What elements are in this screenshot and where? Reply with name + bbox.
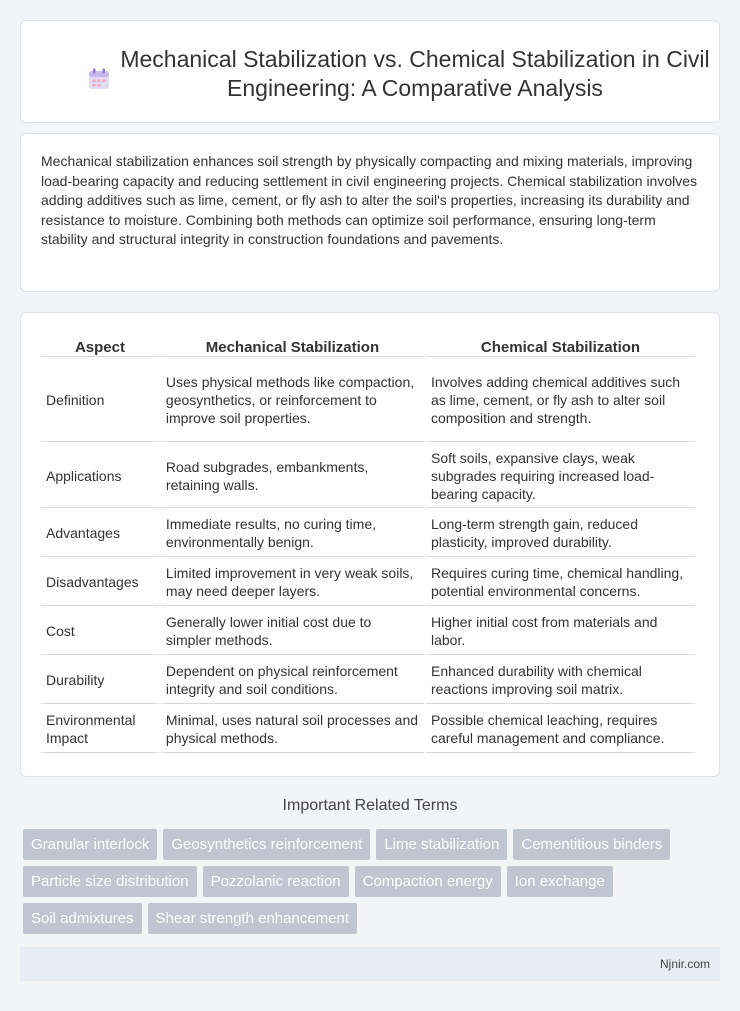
row-chemical: Long-term strength gain, reduced plasticity, improved durability.: [426, 510, 695, 557]
header-chemical: Chemical Stabilization: [426, 335, 695, 357]
related-term-tag[interactable]: Soil admixtures: [23, 903, 142, 934]
row-mechanical: Minimal, uses natural soil processes and physical methods.: [161, 706, 424, 753]
summary-card: [20, 133, 720, 292]
row-mechanical: Uses physical methods like compaction, geosynthetics, or reinforcement to improve soil properties.: [161, 359, 424, 442]
table-header-row: [41, 335, 695, 357]
row-chemical: Possible chemical leaching, requires careful management and compliance.: [426, 706, 695, 753]
related-terms-list: [23, 829, 723, 940]
table-row: [41, 559, 695, 606]
row-aspect: Environmental Impact: [41, 706, 159, 753]
row-aspect: Disadvantages: [41, 559, 159, 606]
row-aspect: Cost: [41, 608, 159, 655]
row-chemical: Requires curing time, chemical handling, potential environmental concerns.: [426, 559, 695, 606]
row-aspect: Advantages: [41, 510, 159, 557]
row-mechanical: Dependent on physical reinforcement integrity and soil conditions.: [161, 657, 424, 704]
related-term-tag[interactable]: Compaction energy: [355, 866, 501, 897]
comparison-table: [39, 333, 697, 755]
row-aspect: Durability: [41, 657, 159, 704]
table-row: [41, 608, 695, 655]
row-mechanical: Road subgrades, embankments, retaining walls.: [161, 444, 424, 508]
row-chemical: Higher initial cost from materials and labor.: [426, 608, 695, 655]
footer-site-link[interactable]: Njnir.com: [659, 957, 710, 971]
summary-text: Mechanical stabilization enhances soil strength by physically compacting and mixing materials, improving load-bearing capacity and reducing settlement in civil engineering projects. Chemical stabilization involves adding additives such as lime, cement, or fly ash to alter the soil's properties, increasing its durability and resistance to moisture. Combining both methods can optimize soil performance, ensuring long-term stability and structural integrity in construction foundations and pavements.: [41, 153, 698, 248]
row-chemical: Enhanced durability with chemical reactions improving soil matrix.: [426, 657, 695, 704]
table-row: [41, 444, 695, 508]
related-term-tag[interactable]: Granular interlock: [23, 829, 157, 860]
related-terms-heading: Important Related Terms: [282, 797, 458, 814]
footer: [20, 947, 720, 981]
header-aspect: Aspect: [41, 335, 159, 357]
row-mechanical: Generally lower initial cost due to simpler methods.: [161, 608, 424, 655]
related-term-tag[interactable]: Cementitious binders: [513, 829, 670, 860]
table-row: [41, 510, 695, 557]
calendar-icon: [87, 67, 111, 91]
table-row: [41, 359, 695, 442]
table-row: [41, 657, 695, 704]
row-aspect: Definition: [41, 359, 159, 442]
comparison-table-card: [20, 312, 720, 777]
row-chemical: Soft soils, expansive clays, weak subgrades requiring increased load-bearing capacity.: [426, 444, 695, 508]
table-row: [41, 706, 695, 753]
related-term-tag[interactable]: Shear strength enhancement: [148, 903, 357, 934]
related-term-tag[interactable]: Geosynthetics reinforcement: [163, 829, 370, 860]
related-term-tag[interactable]: Particle size distribution: [23, 866, 197, 897]
row-aspect: Applications: [41, 444, 159, 508]
page-title: Mechanical Stabilization vs. Chemical Stabilization in Civil Engineering: A Comparative Analysis: [120, 46, 710, 101]
row-chemical: Involves adding chemical additives such as lime, cement, or fly ash to alter soil composition and strength.: [426, 359, 695, 442]
title-card: [20, 20, 720, 123]
related-term-tag[interactable]: Pozzolanic reaction: [203, 866, 349, 897]
related-term-tag[interactable]: Ion exchange: [507, 866, 613, 897]
row-mechanical: Immediate results, no curing time, environmentally benign.: [161, 510, 424, 557]
row-mechanical: Limited improvement in very weak soils, may need deeper layers.: [161, 559, 424, 606]
header-mechanical: Mechanical Stabilization: [161, 335, 424, 357]
related-term-tag[interactable]: Lime stabilization: [376, 829, 507, 860]
